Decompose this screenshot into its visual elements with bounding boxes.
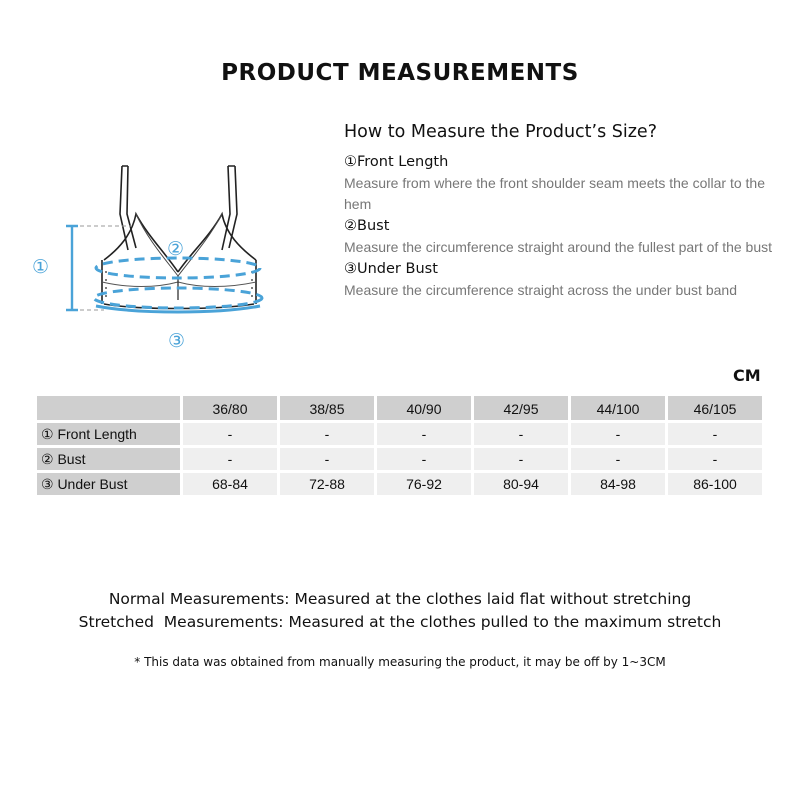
column-header: 46/105 bbox=[668, 396, 762, 420]
measure-item-under-bust-name: ③Under Bust bbox=[344, 261, 438, 277]
page-title: PRODUCT MEASUREMENTS bbox=[221, 60, 579, 86]
table-cell: - bbox=[571, 423, 665, 445]
table-cell: 86-100 bbox=[668, 473, 762, 495]
measure-item-front-length-desc: Measure from where the front shoulder seam meets the collar to the hem bbox=[344, 175, 765, 212]
table-cell: - bbox=[377, 423, 471, 445]
how-to-measure-section bbox=[344, 122, 774, 302]
column-header: 40/90 bbox=[377, 396, 471, 420]
measure-item-front-length-name: ①Front Length bbox=[344, 154, 449, 170]
measure-item-bust-name: ②Bust bbox=[344, 218, 390, 234]
table-cell: - bbox=[571, 448, 665, 470]
table-cell: - bbox=[474, 423, 568, 445]
table-cell: 80-94 bbox=[474, 473, 568, 495]
measurement-notes bbox=[0, 588, 800, 634]
column-header: 42/95 bbox=[474, 396, 568, 420]
table-header-row bbox=[37, 396, 762, 420]
column-header: 36/80 bbox=[183, 396, 277, 420]
footnote: * This data was obtained from manually measuring the product, it may be off by 1~3CM bbox=[134, 655, 666, 669]
measure-item-under-bust-desc: Measure the circumference straight across the under bust band bbox=[344, 282, 737, 298]
table-cell: - bbox=[668, 448, 762, 470]
bra-illustration bbox=[28, 152, 288, 362]
howto-heading: How to Measure the Product’s Size? bbox=[344, 122, 657, 142]
table-cell: - bbox=[668, 423, 762, 445]
stretched-measurement-note: Stretched Measurements: Measured at the clothes pulled to the maximum stretch bbox=[78, 613, 722, 631]
measure-item-bust-desc: Measure the circumference straight around the fullest part of the bust bbox=[344, 239, 773, 255]
table-cell: - bbox=[183, 423, 277, 445]
table-cell: 84-98 bbox=[571, 473, 665, 495]
table-cell: - bbox=[183, 448, 277, 470]
table-row bbox=[37, 448, 762, 470]
table-cell: 72-88 bbox=[280, 473, 374, 495]
table-cell: 76-92 bbox=[377, 473, 471, 495]
size-table bbox=[34, 393, 765, 498]
table-cell: - bbox=[474, 448, 568, 470]
row-label: ① Front Length bbox=[37, 423, 180, 445]
table-cell: 68-84 bbox=[183, 473, 277, 495]
table-row bbox=[37, 423, 762, 445]
row-label: ③ Under Bust bbox=[37, 473, 180, 495]
table-row bbox=[37, 473, 762, 495]
row-label: ② Bust bbox=[37, 448, 180, 470]
marker-bust: ② bbox=[167, 238, 185, 260]
table-cell: - bbox=[377, 448, 471, 470]
column-header: 44/100 bbox=[571, 396, 665, 420]
table-cell: - bbox=[280, 448, 374, 470]
marker-front-length: ① bbox=[32, 256, 50, 278]
column-header: 38/85 bbox=[280, 396, 374, 420]
table-corner-cell bbox=[37, 396, 180, 420]
table-cell: - bbox=[280, 423, 374, 445]
unit-label: CM bbox=[733, 366, 761, 385]
normal-measurement-note: Normal Measurements: Measured at the clothes laid flat without stretching bbox=[108, 590, 692, 608]
bra-measurement-diagram bbox=[28, 152, 288, 362]
marker-under-bust: ③ bbox=[168, 330, 186, 352]
